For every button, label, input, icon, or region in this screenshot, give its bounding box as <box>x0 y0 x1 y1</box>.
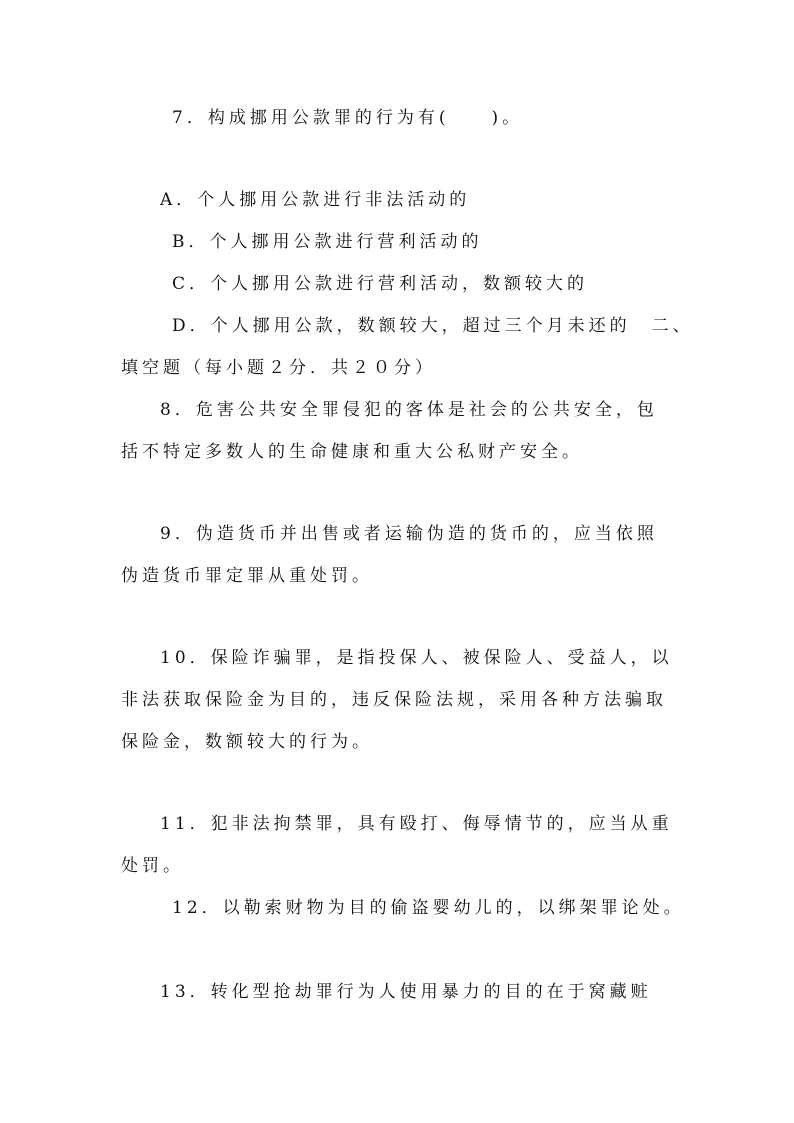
item-13-line-1: 13．转化型抢劫罪行为人使用暴力的目的在于窝藏赃 <box>160 982 652 1002</box>
item-9-line-1: 9．伪造货币并出售或者运输伪造的货币的，应当依照 <box>160 524 658 544</box>
option-c: C．个人挪用公款进行营利活动，数额较大的 <box>172 274 589 294</box>
option-d: D．个人挪用公款，数额较大，超过三个月未还的 二、 <box>172 316 694 336</box>
item-10-line-3: 保险金，数额较大的行为。 <box>121 732 373 752</box>
item-10-line-1: 10．保险诈骗罪，是指投保人、被保险人、受益人，以 <box>160 648 673 668</box>
item-11-line-1: 11．犯非法拘禁罪，具有殴打、侮辱情节的，应当从重 <box>160 814 673 834</box>
section-heading-fill-in: 填空题（每小题２分．共２０分） <box>121 358 436 378</box>
item-9-line-2: 伪造货币罪定罪从重处罚。 <box>121 566 373 586</box>
item-12-line-1: 12．以勒索财物为目的偷盗婴幼儿的，以绑架罪论处。 <box>172 898 685 918</box>
item-10-line-2: 非法获取保险金为目的，违反保险法规，采用各种方法骗取 <box>121 690 667 710</box>
question-7-stem: 7．构成挪用公款罪的行为有( )。 <box>172 108 524 128</box>
item-11-line-2: 处罚。 <box>121 856 184 876</box>
option-b: B．个人挪用公款进行营利活动的 <box>172 232 483 252</box>
item-8-line-1: 8．危害公共安全罪侵犯的客体是社会的公共安全，包 <box>160 400 658 420</box>
option-a: A．个人挪用公款进行非法活动的 <box>160 190 471 210</box>
item-8-line-2: 括不特定多数人的生命健康和重大公私财产安全。 <box>121 442 583 462</box>
